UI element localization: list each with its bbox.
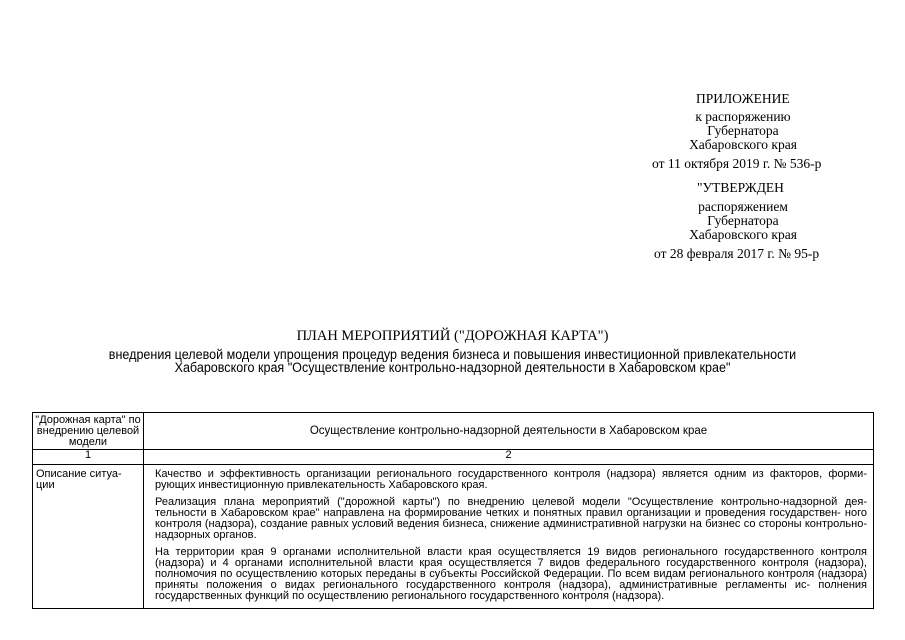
table-header-row bbox=[33, 413, 874, 450]
row-content bbox=[144, 465, 874, 609]
appendix-line: Губернатора bbox=[707, 123, 779, 138]
approved-line: Хабаровского края bbox=[689, 227, 797, 242]
appendix-line: к распоряжению bbox=[695, 109, 791, 124]
approved-heading: "УТВЕРЖДЕН bbox=[697, 180, 784, 195]
paragraph: Реализация плана мероприятий ("дорожной карты") по внедрению целевой модели "Осуществление контрольно-надзорной дея- тельности в Хабаровском крае" направлена на формирование четких и понятных правил организации и проведения государствен- ного контроля (надзора), создание равных условий ведения бизнеса, снижение административной нагрузки на бизнес со стороны контрольно-надзорных органов. bbox=[155, 496, 867, 541]
table-number-row bbox=[33, 450, 874, 465]
appendix-block bbox=[640, 92, 860, 261]
table-row bbox=[33, 465, 874, 609]
column-number: 2 bbox=[144, 450, 874, 465]
column-number: 1 bbox=[33, 450, 144, 465]
appendix-heading: ПРИЛОЖЕНИЕ bbox=[696, 91, 790, 106]
header-cell-title: Осуществление контрольно-надзорной деятельности в Хабаровском крае bbox=[144, 413, 874, 450]
paragraph: Качество и эффективность организации регионального государственного контроля (надзора) является одним из факторов, форми- рующих инвестиционную привлекательность Хабаровского края. bbox=[155, 468, 867, 491]
plan-table bbox=[32, 412, 874, 609]
plan-title: ПЛАН МЕРОПРИЯТИЙ ("ДОРОЖНАЯ КАРТА") bbox=[296, 328, 609, 344]
approved-line: Губернатора bbox=[707, 213, 779, 228]
plan-subtitle-line: внедрения целевой модели упрощения процедур ведения бизнеса и повышения инвестиционной привлекательности bbox=[108, 347, 797, 362]
appendix-line: Хабаровского края bbox=[689, 137, 797, 152]
row-label: Описание ситуа- ции bbox=[33, 465, 144, 609]
paragraph: На территории края 9 органами исполнительной власти края осуществляется 19 видов регионального государственного контроля (надзора) и 4 органами исполнительной власти края осуществляется 7 видов федерального государственного контроля (надзора), полномочия по осуществлению которых переданы в субъекты Российской Федерации. По всем видам регионального контроля (надзора) приняты положения о видах регионального государственного контроля (надзора), административные регламенты ис- полнения государственных функций по осуществлению регионального государственного контроля (надзора). bbox=[155, 546, 867, 602]
appendix-date: от 11 октября 2019 г. № 536-р bbox=[652, 156, 822, 171]
approved-line: распоряжением bbox=[698, 199, 788, 214]
plan-subtitle bbox=[87, 348, 817, 374]
plan-subtitle-line: Хабаровского края "Осуществление контрольно-надзорной деятельности в Хабаровском крае" bbox=[174, 360, 731, 375]
approved-date: от 28 февраля 2017 г. № 95-р bbox=[654, 246, 820, 261]
header-cell-roadmap: "Дорожная карта" по внедрению целевой модели bbox=[33, 413, 144, 450]
